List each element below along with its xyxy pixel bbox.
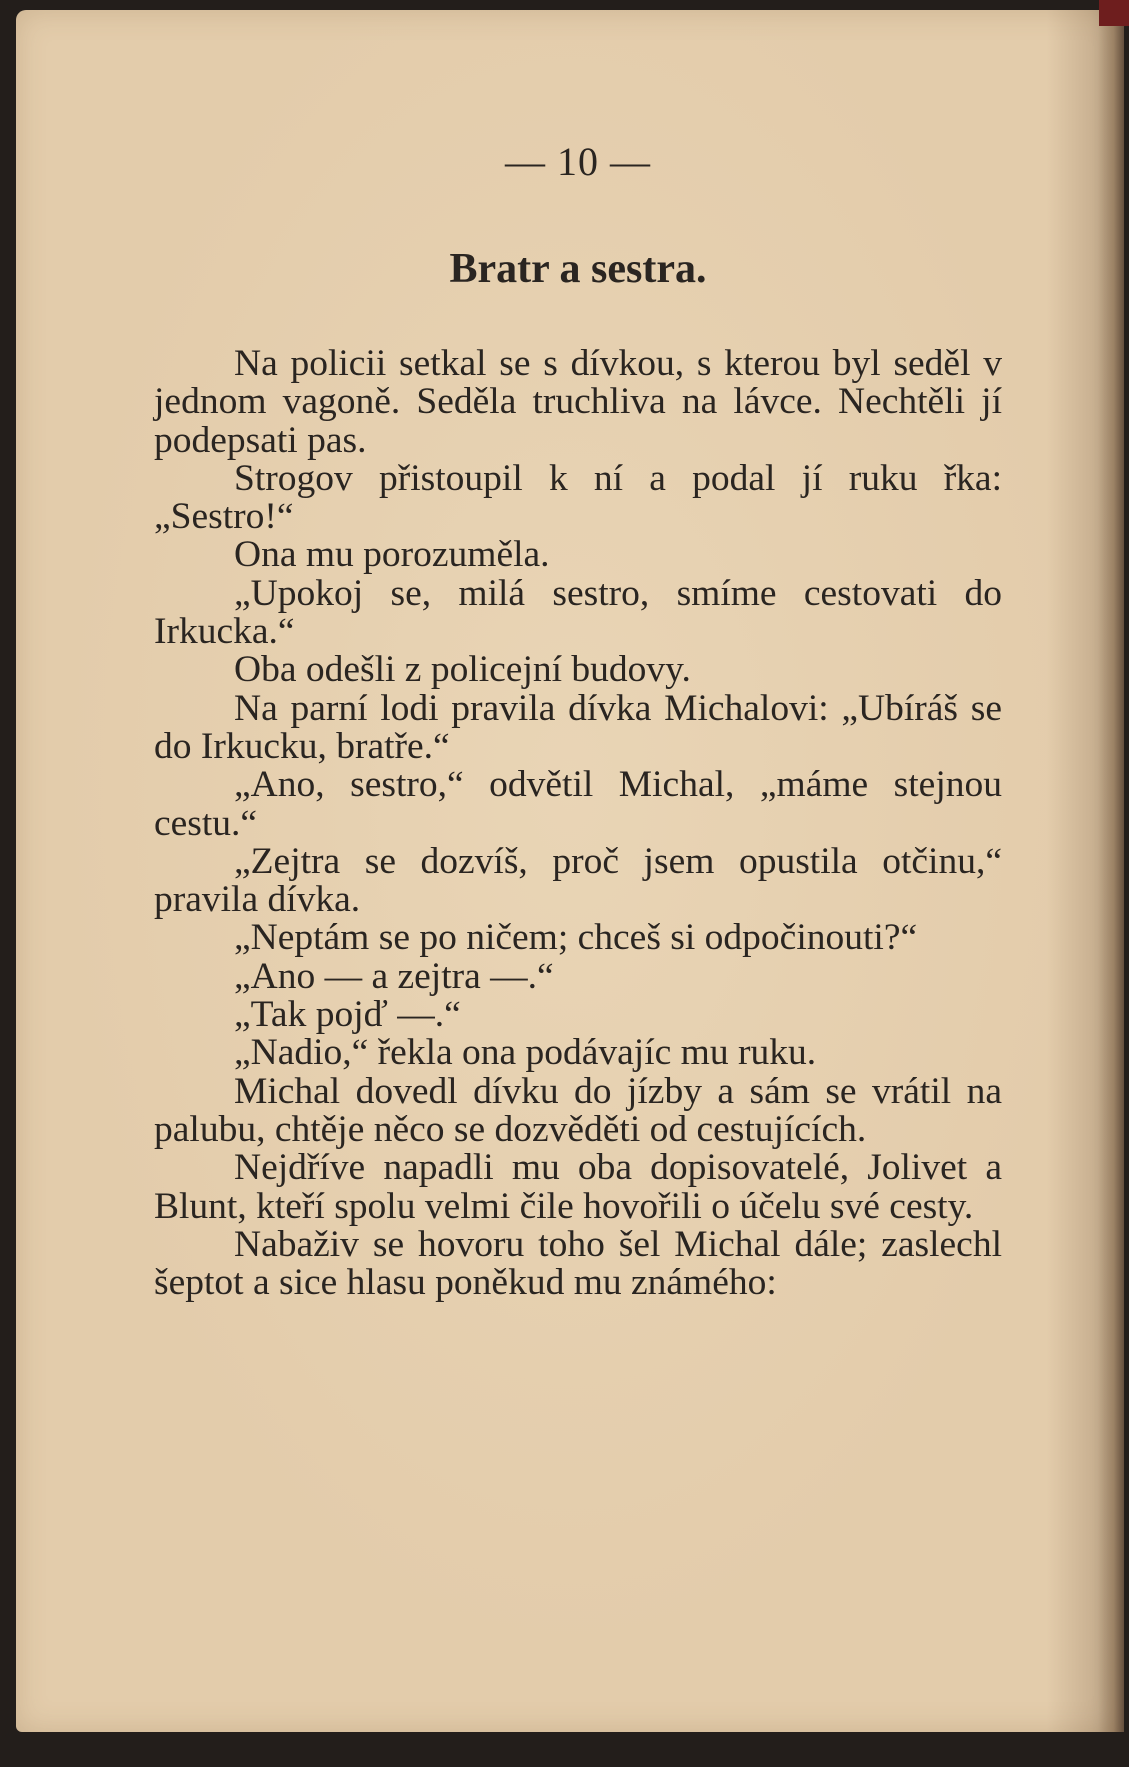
book-spine-shadow bbox=[1098, 10, 1124, 1732]
paragraph: Na parní lodi pravila dívka Michalovi: „Ubíráš se do Irkucku, bratře.“ bbox=[154, 687, 1002, 767]
binding-corner bbox=[1099, 0, 1129, 26]
paragraph: Oba odešli z policejní budovy. bbox=[234, 649, 691, 691]
chapter-title: Bratr a sestra. bbox=[449, 246, 707, 292]
paragraph: Michal dovedl dívku do jízby a sám se vrátil na palubu, chtěje něco se dozvěděti od cestujících. bbox=[154, 1070, 1002, 1150]
paragraph: „Ano — a zejtra —.“ bbox=[234, 955, 554, 997]
paragraph: „Nadio,“ řekla ona podávajíc mu ruku. bbox=[234, 1032, 817, 1074]
paragraph: „Tak pojď —.“ bbox=[234, 994, 461, 1036]
page-number: — 10 — bbox=[505, 139, 651, 184]
paragraph: Nejdříve napadli mu oba dopisovatelé, Jolivet a Blunt, kteří spolu velmi čile hovořili o účelu své cesty. bbox=[154, 1147, 1002, 1227]
paragraph: Nabaživ se hovoru toho šel Michal dále; zaslechl šeptot a sice hlasu poněkud mu známého: bbox=[154, 1223, 1002, 1304]
paragraph: „Upokoj se, milá sestro, smíme cestovati do Irkucka.“ bbox=[154, 572, 1002, 653]
paragraph: „Ano, sestro,“ odvětil Michal, „máme stejnou cestu.“ bbox=[154, 764, 1002, 844]
paragraph: „Neptám se po ničem; chceš si odpočinouti?“ bbox=[234, 917, 918, 959]
page-content bbox=[154, 138, 1002, 1302]
paragraph: „Zejtra se dozvíš, proč jsem opustila otčinu,“ pravila dívka. bbox=[154, 840, 1002, 921]
body-text bbox=[154, 345, 1002, 1302]
paragraph: Ona mu porozuměla. bbox=[234, 534, 550, 576]
paragraph: Na policii setkal se s dívkou, s kterou byl seděl v jednom vagoně. Seděla truchliva na lávce. Nechtěli jí podepsati pas. bbox=[154, 343, 1002, 461]
paragraph: Strogov přistoupil k ní a podal jí ruku řka: „Sestro!“ bbox=[154, 457, 1002, 538]
